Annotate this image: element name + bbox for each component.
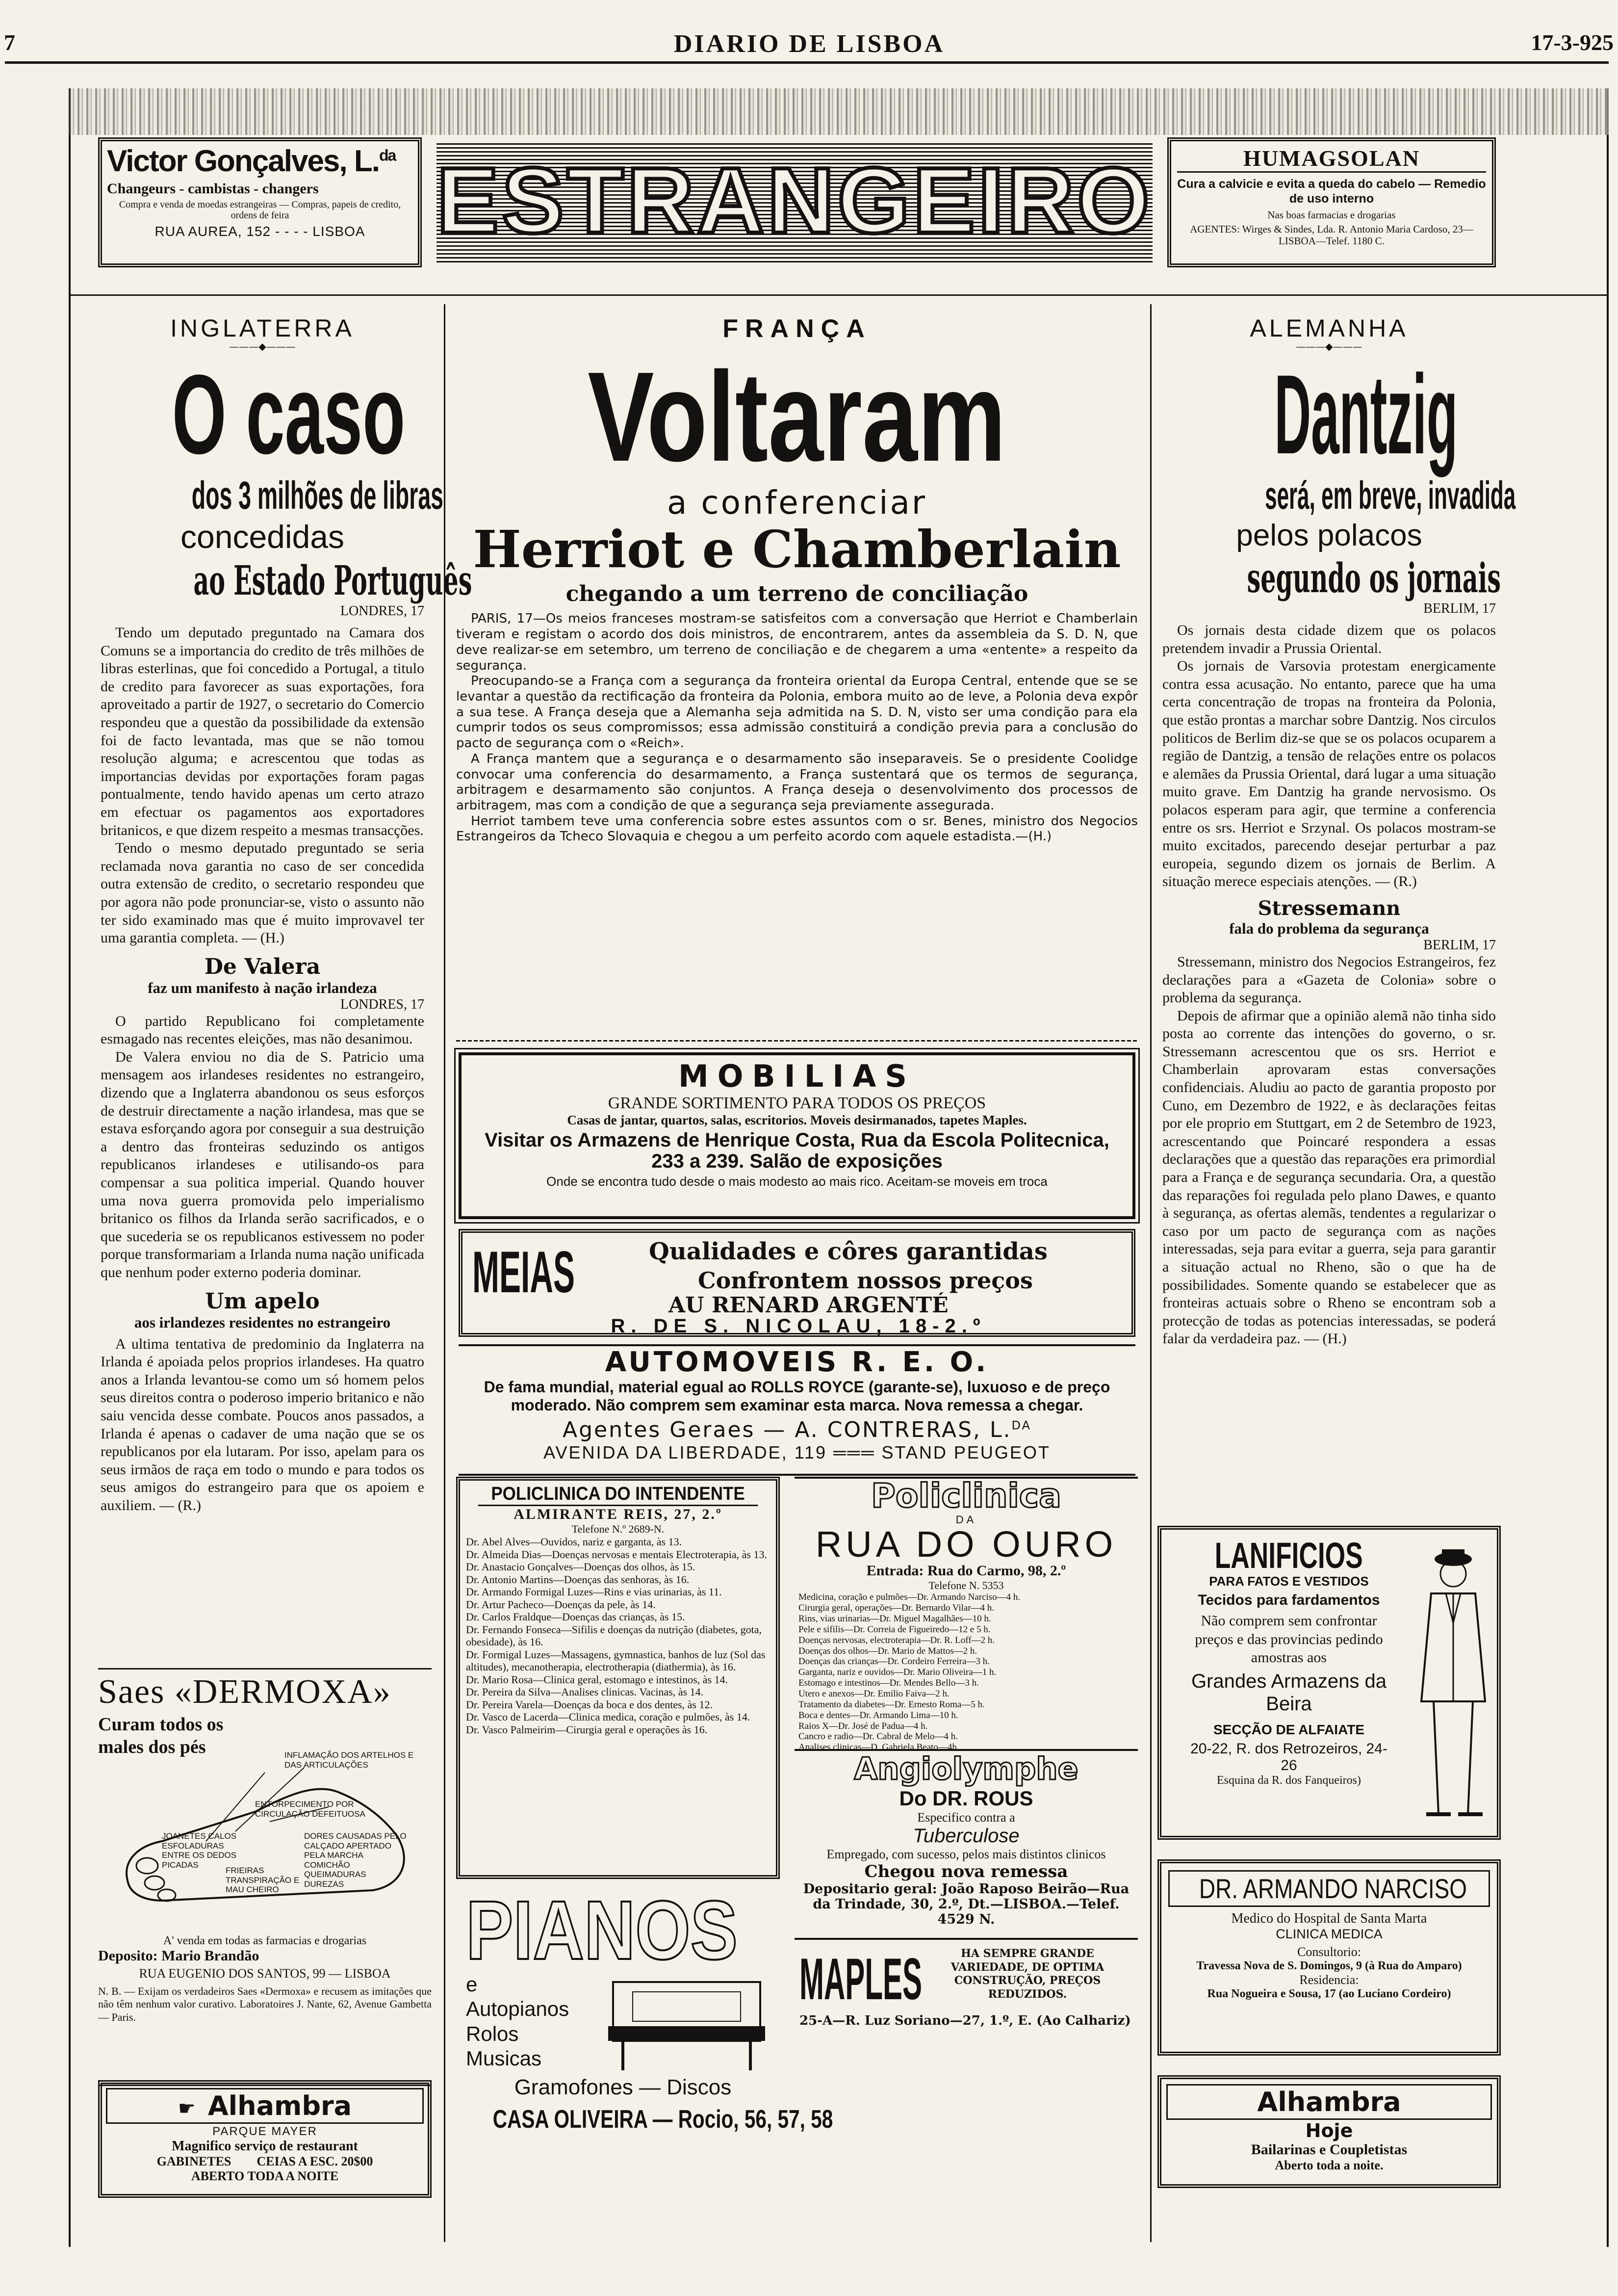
ad-lanificios-line6: 20-22, R. dos Retrozeiros, 24-26 <box>1190 1740 1387 1774</box>
paragraph: PARIS, 17—Os meios franceses mostram-se satisfeitos com a conversação que Herriot e Chamberlain tiveram e registam o acordo dos dois ministros, de encontrarem, antes da assembleia da S. D. N, que deve realizar-se em setembro, um terreno de conciliação e de chegarem a uma «entente» a respeito da segurança. <box>456 611 1138 673</box>
ad-automoveis-line2: Agentes Geraes — A. CONTRERAS, L. <box>563 1417 1012 1442</box>
list-item: Analises clinicas—D. Gabriela Beato—4h. <box>798 1742 959 1753</box>
ad-maples-title: MAPLES <box>799 1946 923 2012</box>
issue-date: 17-3-925 <box>1531 30 1614 55</box>
list-item: Dr. Pereira Varela—Doenças da boca e dos dentes, às 12. <box>466 1698 713 1711</box>
dateline: BERLIM, 17 <box>1423 601 1496 616</box>
ad-pi-phone: Telefone N.º 2689-N. <box>571 1523 665 1535</box>
list-item: Dr. Fernando Fonseca—Sifilis e doenças da nutrição (diabetes, gota, obesidade), às 16. <box>466 1623 762 1648</box>
headline-sub1: a conferenciar <box>667 484 927 522</box>
ad-pi-list <box>466 1536 770 1736</box>
list-item: Rins, vias urinarias—Dr. Miguel Magalhães—10 h. <box>798 1614 991 1624</box>
foot-label: FRIEIRAS TRANSPIRAÇÃO E MAU CHEIRO <box>226 1866 300 1895</box>
ad-automoveis-title: AUTOMOVEIS R. E. O. <box>605 1346 989 1378</box>
paragraph: Os jornais de Varsovia protestam energicamente contra essa acusação. No entanto, parece que ha uma certa concentração de tropas na fronteira da Polonia, que estão prontas a marchar sobre Dantzig. Nos circulos politicos de Berlim diz-se que se os polacos ocuparem a região de Dantzig, a tensão de relações entre os polacos e alemães da Prussia Oriental, dará lugar a uma situação muito grave. Em Dantzig ha grande nervosismo. Os polacos esperam para agir, que termine a conferencia entre os srs. Herriot e Srzynal. Os polacos mostram-se muito excitados, parecendo desejar perturbar a paz europeia, segundo dizem os jornais de Berlim. A situação merece especiais atenções. — (R.) <box>1162 658 1496 890</box>
ad-lanificios-line3: Não comprem sem confrontar preços e das provincias pedindo amostras aos <box>1195 1613 1383 1666</box>
ad-alhambra-r-title: Alhambra <box>1257 2087 1401 2117</box>
list-item: Raios X—Dr. José de Padua—4 h. <box>798 1721 928 1731</box>
article-alemanha <box>1162 314 1516 1348</box>
ad-maples-line2: 25-A—R. Luz Soriano—27, 1.º, E. (Ao Calhariz) <box>799 2013 1131 2028</box>
list-item: Dr. Pereira da Silva—Analises clinicas. Vacinas, às 14. <box>466 1686 704 1698</box>
ad-lanificios <box>1157 1526 1501 1840</box>
subhead-sub: faz um manifesto à nação irlandeza <box>148 979 377 996</box>
ad-narciso-title: DR. ARMANDO NARCISO <box>1199 1873 1467 1904</box>
ad-pianos-line5: Gramofones — Discos <box>514 2075 732 2099</box>
ad-narciso-line5: Residencia: <box>1299 1973 1359 1987</box>
paragraph: Depois de afirmar que a opinião alemã não tinha sido posta ao corrente das intenções do governo, o sr. Stressemann acrescentou que os srs. Herriot e Chamberlain aprovaram estas conversações confidenciais. Aludiu ao pacto de garantia proposto por Cuno, em Dezembro de 1922, e às declarações feitas por ele proprio em Stuttgart, em 2 de Setembro de 1923, acrescentando que Poincaré respondera a essas declarações que a questão das reparações era primordial para a França e de segurança secundaria. Ora, a questão das reparações foi regulada pelo plano Dawes, e quanto à segurança, as ofertas alemãs, tendentes a regularizar o caso por um pacto de segurança com as nações interessadas, seja para evitar a guerra, seja para garantir a situação actual no Rheno, são o que ha de possibilidades. Somente quando se estabelecer que as fronteiras actuais sobre o Rheno se encontram sob a protecção de todas as potencias interessadas, se poderá falar da verdadeira paz. — (H.) <box>1162 1007 1496 1347</box>
ad-lanificios-line1: PARA FATOS E VESTIDOS <box>1209 1574 1369 1589</box>
ad-pi-title: POLICLINICA DO INTENDENTE <box>478 1484 758 1506</box>
ad-victor-line2: Compra e venda de moedas estrangeiras — Compras, papeis de credito, ordens de feira <box>119 199 401 221</box>
ornament-divider: ———◆——— <box>229 340 296 352</box>
list-item: Garganta, nariz e ouvidos—Dr. Mario Oliveira—1 h. <box>798 1667 997 1678</box>
pointing-hand-icon: ☛ <box>178 2097 196 2120</box>
ad-po-phone: Telefone N. 5353 <box>928 1579 1004 1592</box>
ad-humagsolan-line3: AGENTES: Wirges & Sindes, Lda. R. Antonio Maria Cardoso, 23—LISBOA—Telef. 1180 C. <box>1190 223 1473 247</box>
ad-alhambra-parque <box>98 2080 432 2198</box>
ornament-divider: ———◆——— <box>1296 340 1362 352</box>
ad-lanificios-line7: Esquina da R. dos Fanqueiros) <box>1217 1774 1361 1787</box>
ad-meias <box>459 1229 1135 1337</box>
ad-angio-line3: Tuberculose <box>913 1825 1020 1847</box>
list-item: Pele e sifilis—Dr. Correia de Figueiredo—12 e 5 h. <box>798 1624 991 1635</box>
ad-narciso-line4: Travessa Nova de S. Domingos, 9 (à Rua do Amparo) <box>1196 1959 1462 1972</box>
ad-po-name: RUA DO OURO <box>815 1524 1117 1565</box>
ad-pianos-line4: Musicas <box>466 2047 542 2070</box>
country-label: FRANÇA <box>722 314 872 343</box>
ad-mobilias-line2: Casas de jantar, quartos, salas, escritorios. Moveis desirmanados, tapetes Maples. <box>567 1113 1027 1127</box>
ad-pianos-line3: Rolos <box>466 2022 519 2045</box>
ad-alhambra-line3: GABINETES CEIAS A ESC. 20$00 <box>156 2154 373 2168</box>
section-title: ESTRANGEIRO <box>437 149 1153 253</box>
ad-narciso-line3: Consultorio: <box>1297 1945 1361 1959</box>
paragraph: Preocupando-se a França com a segurança da fronteira oriental da Europa Central, entende que se se levantar a questão da rectificação da fronteira da Polonia, embora muito ao de leve, a Polonia deva expôr a sua tese. A França deseja que a Alemanha seja admitida na S. D. N, visto ser uma condição para ela cumprir todos os seus compromissos; essa admissão constituirá a condição previa para a conclusão do pacto de segurança com o «Reich». <box>456 674 1138 751</box>
ad-angio-line2: Especifico contra a <box>917 1810 1015 1825</box>
ad-dermoxa-line2: A' venda em todas as farmacias e drogarias <box>163 1934 367 1947</box>
ad-humagsolan-title: HUMAGSOLAN <box>1177 145 1486 173</box>
ad-dermoxa-line4: RUA EUGENIO DOS SANTOS, 99 — LISBOA <box>139 1966 391 1981</box>
headline-main: Voltaram <box>588 346 1006 488</box>
subhead-title: Stressemann <box>1258 896 1401 920</box>
list-item: Cancro e radio—Dr. Cabral de Melo—4 h. <box>798 1731 958 1742</box>
ad-meias-title: MEIAS <box>472 1239 575 1305</box>
list-item: Dr. Mario Rosa—Clinica geral, estomago e intestinos, às 14. <box>466 1673 728 1686</box>
list-item: Cirurgia geral, operações—Dr. Bernardo Vilar—4 h. <box>798 1603 995 1614</box>
ad-meias-line2: Confrontem nossos preços <box>698 1267 1033 1294</box>
ad-maples-line1: HA SEMPRE GRANDE VARIEDADE, DE OPTIMA CONSTRUÇÃO, PREÇOS REDUZIDOS. <box>950 1947 1104 2001</box>
ad-dermoxa-title: Saes «DERMOXA» <box>98 1673 391 1711</box>
headline-sub2: pelos polacos <box>1236 519 1422 552</box>
headline-sub3: segundo os jornais <box>1247 555 1501 602</box>
ad-lanificios-line2: Tecidos para fardamentos <box>1198 1592 1380 1608</box>
country-label: ALEMANHA <box>1250 314 1409 342</box>
paragraph: De Valera enviou no dia de S. Patricio uma mensagem aos irlandeses residentes no estrangeiro, dizendo que a Inglaterra abandonou os seus esforços de destruir directamente a nação irlandesa, mas que se estava esforçando agora por conseguir a sua destruição a dentro das fronteiras seduzindo os antigos republicanos irlandeses e utilisando-os para compensar a sua politica imperial. Quando houver uma nova guerra promovida pelo imperialismo britanico os filhos da Irlanda serão sacrificados, e o que sucederia se os republicanos estivessem no poder porque transformariam a Irlanda numa nação unificada que nenhum poder externo poderia dominar. <box>101 1048 424 1280</box>
ad-alhambra-r-line2: Bailarinas e Coupletistas <box>1251 2141 1408 2158</box>
ad-automoveis <box>459 1344 1135 1476</box>
ad-policlinica-ouro <box>795 1477 1138 1753</box>
headline-sub3: ao Estado Português <box>193 557 472 604</box>
article-inglaterra <box>101 314 472 1515</box>
piano-illustration <box>603 1977 770 2075</box>
list-item: Doenças dos olhos—Dr. Mario de Mattos—2 h. <box>798 1645 977 1656</box>
ad-humagsolan-line1: Cura a calvicie e evita a queda do cabelo — Remedio de uso interno <box>1177 177 1486 206</box>
foot-label: JOANETES CALOS ESFOLADURAS ENTRE OS DEDOS PICADAS <box>162 1831 237 1870</box>
ad-mobilias-line4: Onde se encontra tudo desde o mais modesto ao mais rico. Aceitam-se moveis em troca <box>546 1174 1048 1189</box>
ad-dr-narciso <box>1157 1859 1501 2056</box>
dateline: LONDRES, 17 <box>340 996 424 1012</box>
ad-automoveis-line3: AVENIDA DA LIBERDADE, 119 ═══ STAND PEUGEOT <box>543 1442 1051 1462</box>
ad-pianos-line6: CASA OLIVEIRA — Rocio, 56, 57, 58 <box>492 2105 833 2134</box>
ad-pianos-title: PIANOS <box>466 1884 738 1977</box>
ad-alhambra-line4: ABERTO TODA A NOITE <box>191 2169 339 2183</box>
list-item: Doenças nervosas, electroterapia—Dr. R. Loff—2 h. <box>798 1635 995 1645</box>
dashed-rule <box>456 1040 1138 1042</box>
foot-label: DORES CAUSADAS PELO CALÇADO APERTADO PELA MARCHA COMICHÃO QUEIMADURAS DUREZAS <box>304 1831 407 1889</box>
ad-mobilias-line3: Visitar os Armazens de Henrique Costa, Rua da Escola Politecnica, 233 a 239. Salão de exposições <box>485 1129 1109 1173</box>
subhead-sub: aos irlandezes residentes no estrangeiro <box>134 1313 391 1331</box>
headline-sub3: chegando a um terreno de conciliação <box>565 581 1028 607</box>
ad-alhambra-line1: PARQUE MAYER <box>212 2125 317 2138</box>
gentleman-illustration <box>1412 1539 1495 1829</box>
ad-humagsolan-line2: Nas boas farmacias e drogarias <box>1267 209 1396 221</box>
ad-policlinica-intendente <box>456 1477 780 1879</box>
ad-narciso-line1: Medico do Hospital de Santa Marta <box>1231 1911 1427 1926</box>
ad-mobilias-title: MOBILIAS <box>678 1058 916 1094</box>
ad-alhambra-r-line1: Hoje <box>1305 2120 1353 2141</box>
paragraph: Herriot tambem teve uma conferencia sobre estes assuntos com o sr. Benes, ministro dos Negocios Estrangeiros da Tcheco Slovaquia e chegou a um perfeito acordo com aquele estadista.—(H.) <box>456 813 1138 844</box>
paragraph: Stressemann, ministro dos Negocios Estrangeiros, fez declarações para a «Gazeta de Colonia» sobre o problema da segurança. <box>1162 953 1496 1006</box>
dateline: BERLIM, 17 <box>1423 937 1496 953</box>
ad-dermoxa-line3: Deposito: Mario Brandão <box>98 1948 259 1964</box>
list-item: Dr. Antonio Martins—Doenças das senhoras, às 16. <box>466 1573 690 1586</box>
ad-angio-line4: Empregado, com sucesso, pelos mais distintos clinicos <box>826 1847 1106 1861</box>
list-item: Estomago e intestinos—Dr. Mendes Bello—3 h. <box>798 1678 979 1689</box>
ad-victor-goncalves <box>98 137 422 267</box>
ad-alhambra-title: Alhambra <box>207 2090 352 2121</box>
decorative-top-band <box>69 88 1609 135</box>
ad-alhambra-hoje <box>1157 2075 1501 2188</box>
subhead-title: Um apelo <box>205 1288 320 1314</box>
list-item: Dr. Vasco de Lacerda—Clinica medica, coração e pulmões, às 14. <box>466 1711 750 1723</box>
ad-automoveis-line1: De fama mundial, material egual ao ROLLS ROYCE (garante-se), luxuoso e de preço moderado. Não comprem sem examinar esta marca. Nova remessa a chegar. <box>484 1378 1110 1414</box>
headline-sub1: dos 3 milhões de libras <box>191 473 443 517</box>
ad-angiolymphe <box>795 1749 1138 1932</box>
list-item: Dr. Anastacio Gonçalves—Doenças dos olhos, às 15. <box>466 1561 695 1573</box>
column-rule-right <box>1150 304 1152 2242</box>
list-item: Dr. Vasco Palmeirim—Cirurgia geral e operações às 16. <box>466 1723 708 1736</box>
list-item: Tratamento da diabetes—Dr. Ernesto Roma—5 h. <box>798 1699 985 1710</box>
headline-sub2: Herriot e Chamberlain <box>473 519 1121 579</box>
ad-pianos-line1: e <box>466 1973 478 1996</box>
ad-angio-line1: Do DR. ROUS <box>899 1787 1033 1810</box>
ad-po-title: Policlinica <box>871 1477 1061 1515</box>
headline-main: Dantzig <box>1274 351 1458 477</box>
list-item: Medicina, coração e pulmões—Dr. Armando Narciso—4 h. <box>798 1592 1021 1603</box>
list-item: Dr. Artur Pacheco—Doenças da pele, às 14. <box>466 1598 656 1611</box>
top-section-rule <box>69 294 1609 296</box>
headline-sub1: será, em breve, invadida <box>1265 473 1516 517</box>
list-item: Dr. Armando Formigal Luzes—Rins e vias urinarias, às 11. <box>466 1586 722 1598</box>
ad-pianos-line2: Autopianos <box>466 1997 569 2021</box>
ad-angio-line6: Depositario geral: João Raposo Beirão—Rua da Trindade, 30, 2.º, Dt.—LISBOA.—Telef. 4529 N. <box>803 1881 1130 1927</box>
list-item: Dr. Carlos Fraldque—Doenças das crianças, às 15. <box>466 1611 685 1623</box>
newspaper-title: DIARIO DE LISBOA <box>673 30 945 58</box>
subhead-sub: fala do problema da segurança <box>1229 919 1429 937</box>
headline-main: O caso <box>172 351 406 477</box>
ad-maples <box>795 1938 1138 2185</box>
ad-angio-title: Angiolymphe <box>854 1751 1079 1787</box>
list-item: Doenças das crianças—Dr. Cordeiro Ferreira—3 h. <box>798 1656 990 1667</box>
ad-lanificios-line5: SECÇÃO DE ALFAIATE <box>1213 1722 1364 1737</box>
paragraph: A França mantem que a segurança e o desarmamento são inseparaveis. Se o presidente Coolidge convocar uma conferencia do desarmamento, a França sustentará que os termos de segurança, arbitragem e desarmamento são conjuntos. A França deseja o desenvolvimento dos processos de arbitragem, mas com a condição de que a segurança seja previamente assegurada. <box>456 751 1138 813</box>
paragraph: O partido Republicano foi completamente esmagado nas recentes eleições, mas não desanimou. <box>101 1013 424 1047</box>
ad-meias-line3: AU RENARD ARGENTÉ <box>668 1293 949 1318</box>
ad-po-list <box>795 1592 1138 1753</box>
ad-humagsolan <box>1167 137 1496 267</box>
ad-pianos <box>456 1884 833 2193</box>
ad-meias-line4: R. DE S. NICOLAU, 18-2.º <box>611 1315 986 1337</box>
foot-label: INFLAMAÇÃO DOS ARTELHOS E DAS ARTICULAÇÕES <box>284 1750 414 1770</box>
ad-alhambra-line2: Magnifico serviço de restaurant <box>172 2139 358 2154</box>
ad-lanificios-title: LANIFICIOS <box>1215 1535 1363 1576</box>
ad-victor-address: RUA AUREA, 152 - - - - LISBOA <box>154 224 365 239</box>
paragraph: Os jornais desta cidade dizem que os polacos pretendem invadir a Prussia Oriental. <box>1162 622 1496 656</box>
section-banner <box>437 142 1153 262</box>
ad-mobilias-line1: GRANDE SORTIMENTO PARA TODOS OS PREÇOS <box>608 1094 986 1112</box>
header-rule <box>5 61 1609 64</box>
ad-lanificios-line4: Grandes Armazens da Beira <box>1191 1670 1387 1715</box>
ad-automoveis-sup: DA <box>1011 1418 1031 1432</box>
list-item: Utero e anexos—Dr. Emilio Faiva—2 h. <box>798 1688 950 1699</box>
ad-alhambra-r-line3: Aberto toda a noite. <box>1275 2158 1384 2172</box>
ad-victor-name: Victor Gonçalves, L. <box>107 144 379 178</box>
paragraph: Tendo o mesmo deputado preguntado se seria reclamada nova garantia no caso de ser concedida outra extensão de credito, o secretario respondeu que por agora não pode pronunciar-se, visto o assunto não ter sido examinado mas que é muito improvavel ter uma garantia completa. — (H.) <box>101 840 424 946</box>
list-item: Dr. Almeida Dias—Doenças nervosas e mentais Electroterapia, às 13. <box>466 1548 767 1561</box>
ad-narciso-line6: Rua Nogueira e Sousa, 17 (ao Luciano Cordeiro) <box>1207 1987 1451 2000</box>
ad-pi-address: ALMIRANTE REIS, 27, 2.º <box>514 1506 722 1522</box>
foot-label: ENTORPECIMENTO POR CIRCULAÇÃO DEFEITUOSA <box>255 1800 365 1819</box>
ad-dermoxa <box>98 1668 432 2086</box>
ad-meias-line1: Qualidades e côres garantidas <box>649 1238 1048 1265</box>
country-label: INGLATERRA <box>170 314 355 342</box>
ad-dermoxa-line1: Curam todos os males dos pés <box>98 1714 224 1757</box>
list-item: Dr. Formigal Luzes—Massagens, gymnastica, banhos de luz (Sol das altitudes), mecanotherapia, electrotherapia (diathermia), às 16. <box>466 1648 766 1673</box>
ad-narciso-line2: CLINICA MEDICA <box>1276 1927 1383 1941</box>
ad-dermoxa-line5: N. B. — Exijam os verdadeiros Saes «Dermoxa» e recusem as imitações que não têm nenhum valor curativo. Laboratoires J. Nante, 62, Avenue Gambetta — Paris. <box>98 1985 432 2023</box>
ad-victor-sup: da <box>379 146 396 164</box>
ad-po-da: DA <box>955 1513 977 1526</box>
headline-sub2: concedidas <box>180 519 344 555</box>
dateline: LONDRES, 17 <box>340 603 424 619</box>
subhead-title: De Valera <box>204 954 321 979</box>
ad-angio-line5: Chegou nova remessa <box>864 1861 1068 1881</box>
ad-mobilias <box>459 1052 1135 1219</box>
article-franca <box>456 314 1138 845</box>
ad-po-address: Entrada: Rua do Carmo, 98, 2.º <box>866 1563 1066 1579</box>
paragraph: A ultima tentativa de predominio da Inglaterra na Irlanda é apoiada pelos proprios irlandeses. Ha quatro anos a Irlanda levantou-se como um só homem pelos seus direitos contra o poderoso imperio britanico e não saiu vencida desse combate. Poucos anos passados, a Irlanda é apenas o cadaver de uma nação que se os republicanos por ela lutaram. Por isso, apelam para os seus irmãos de raça em todo o mundo e para todos os seus amigos do estrangeiro para que os apoiem e auxiliem. — (R.) <box>101 1335 424 1513</box>
page-number: 7 <box>4 30 15 55</box>
list-item: Dr. Abel Alves—Ouvidos, nariz e garganta, às 13. <box>466 1536 682 1548</box>
list-item: Boca e dentes—Dr. Armando Lima—10 h. <box>798 1710 958 1721</box>
paragraph: Tendo um deputado preguntado na Camara dos Comuns se a importancia do credito de três milhões de libras esterlinas, que foi concedido a Portugal, a titulo de credito para favorecer as suas exportações, fora aproveitado a partir de 1927, o secretario do Comercio respondeu que a questão da possibilidade da extensão foi de facto levantada, mas que se não tomou resolução alguma; e acrescentou que todas as importancias devidas por exportações foram pagas pontualmente, tendo havido apenas um certo atrazo em efectuar os pagamentos aos exportadores britanicos, e que dizem respeito a mesmas transacções. <box>101 625 424 838</box>
ad-victor-line1: Changeurs - cambistas - changers <box>107 181 319 197</box>
